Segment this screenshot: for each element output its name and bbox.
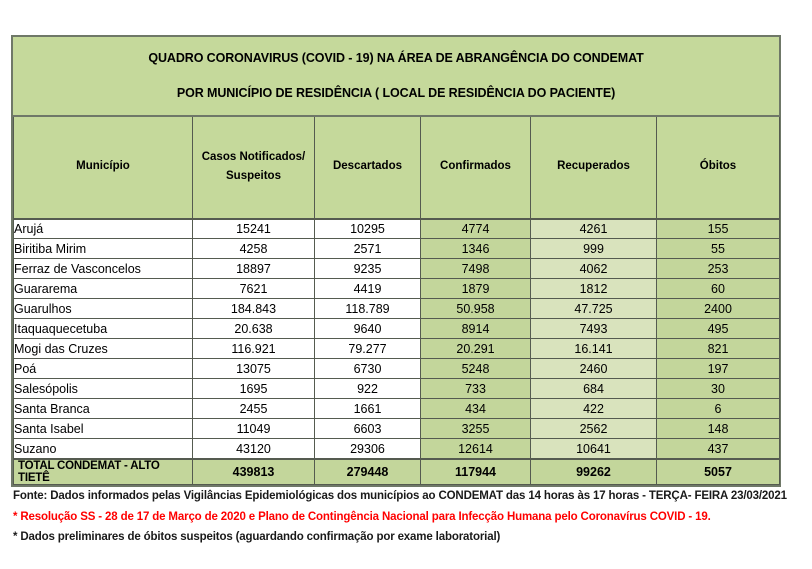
total-notificados: 439813 — [193, 459, 315, 485]
report-title-line-1: QUADRO CORONAVIRUS (COVID - 19) NA ÁREA DE ABRANGÊNCIA DO CONDEMAT — [148, 51, 644, 65]
total-row — [14, 459, 780, 485]
cell-descartados: 9235 — [315, 259, 421, 279]
cell-descartados: 6730 — [315, 359, 421, 379]
covid-data-table — [13, 117, 780, 485]
cell-confirmados: 12614 — [421, 439, 531, 459]
cell-confirmados: 50.958 — [421, 299, 531, 319]
cell-municipio: Biritiba Mirim — [14, 239, 193, 259]
cell-obitos: 6 — [657, 399, 780, 419]
table-row — [14, 439, 780, 459]
cell-confirmados: 733 — [421, 379, 531, 399]
total-recuperados: 99262 — [531, 459, 657, 485]
report-table-frame — [11, 35, 781, 487]
cell-obitos: 197 — [657, 359, 780, 379]
total-label: TOTAL CONDEMAT - ALTO TIETÊ — [14, 459, 193, 485]
cell-descartados: 29306 — [315, 439, 421, 459]
cell-recuperados: 10641 — [531, 439, 657, 459]
cell-confirmados: 1346 — [421, 239, 531, 259]
cell-recuperados: 4261 — [531, 219, 657, 239]
cell-casos-notificados: 11049 — [193, 419, 315, 439]
table-row — [14, 319, 780, 339]
cell-descartados: 79.277 — [315, 339, 421, 359]
cell-municipio: Guararema — [14, 279, 193, 299]
cell-recuperados: 422 — [531, 399, 657, 419]
cell-confirmados: 4774 — [421, 219, 531, 239]
cell-obitos: 55 — [657, 239, 780, 259]
cell-obitos: 155 — [657, 219, 780, 239]
cell-municipio: Itaquaquecetuba — [14, 319, 193, 339]
cell-descartados: 10295 — [315, 219, 421, 239]
cell-municipio: Poá — [14, 359, 193, 379]
cell-casos-notificados: 2455 — [193, 399, 315, 419]
cell-recuperados: 47.725 — [531, 299, 657, 319]
table-row — [14, 239, 780, 259]
total-confirmados: 117944 — [421, 459, 531, 485]
footnote-source: Fonte: Dados informados pelas Vigilâncias Epidemiológicas dos municípios ao CONDEMAT das 14 horas às 17 horas - TERÇA- FEIRA 23/03/2021 — [13, 490, 787, 502]
report-title-band — [13, 37, 779, 117]
cell-recuperados: 684 — [531, 379, 657, 399]
cell-recuperados: 4062 — [531, 259, 657, 279]
table-row — [14, 399, 780, 419]
cell-obitos: 60 — [657, 279, 780, 299]
cell-descartados: 2571 — [315, 239, 421, 259]
cell-municipio: Ferraz de Vasconcelos — [14, 259, 193, 279]
cell-confirmados: 1879 — [421, 279, 531, 299]
cell-municipio: Santa Branca — [14, 399, 193, 419]
cell-obitos: 30 — [657, 379, 780, 399]
cell-recuperados: 16.141 — [531, 339, 657, 359]
cell-recuperados: 2562 — [531, 419, 657, 439]
cell-descartados: 6603 — [315, 419, 421, 439]
column-header-municipio: Município — [14, 117, 193, 219]
table-row — [14, 379, 780, 399]
cell-confirmados: 7498 — [421, 259, 531, 279]
cell-confirmados: 434 — [421, 399, 531, 419]
cell-casos-notificados: 18897 — [193, 259, 315, 279]
cell-casos-notificados: 4258 — [193, 239, 315, 259]
cell-casos-notificados: 7621 — [193, 279, 315, 299]
cell-municipio: Mogi das Cruzes — [14, 339, 193, 359]
table-body — [14, 219, 780, 459]
table-row — [14, 419, 780, 439]
cell-descartados: 1661 — [315, 399, 421, 419]
column-header-casos-notificados-line1: Casos Notificados/ — [201, 150, 306, 163]
cell-obitos: 495 — [657, 319, 780, 339]
cell-casos-notificados: 116.921 — [193, 339, 315, 359]
cell-recuperados: 7493 — [531, 319, 657, 339]
total-obitos: 5057 — [657, 459, 780, 485]
cell-municipio: Salesópolis — [14, 379, 193, 399]
cell-municipio: Arujá — [14, 219, 193, 239]
column-header-casos-notificados — [193, 117, 315, 219]
table-row — [14, 359, 780, 379]
cell-descartados: 9640 — [315, 319, 421, 339]
cell-confirmados: 20.291 — [421, 339, 531, 359]
cell-casos-notificados: 13075 — [193, 359, 315, 379]
total-descartados: 279448 — [315, 459, 421, 485]
cell-recuperados: 999 — [531, 239, 657, 259]
cell-casos-notificados: 184.843 — [193, 299, 315, 319]
table-row — [14, 259, 780, 279]
cell-descartados: 922 — [315, 379, 421, 399]
cell-obitos: 437 — [657, 439, 780, 459]
column-header-recuperados: Recuperados — [531, 117, 657, 219]
footnote-resolution: * Resolução SS - 28 de 17 de Março de 2020 e Plano de Contingência Nacional para Infecção Humana pelo Coronavírus COVID - 19. — [13, 510, 711, 523]
column-header-descartados: Descartados — [315, 117, 421, 219]
cell-obitos: 148 — [657, 419, 780, 439]
table-row — [14, 219, 780, 239]
table-row — [14, 339, 780, 359]
cell-confirmados: 3255 — [421, 419, 531, 439]
column-header-confirmados: Confirmados — [421, 117, 531, 219]
cell-descartados: 118.789 — [315, 299, 421, 319]
cell-obitos: 821 — [657, 339, 780, 359]
table-row — [14, 279, 780, 299]
cell-confirmados: 8914 — [421, 319, 531, 339]
report-title-line-2: POR MUNICÍPIO DE RESIDÊNCIA ( LOCAL DE RESIDÊNCIA DO PACIENTE) — [176, 86, 616, 101]
footnotes — [13, 491, 803, 553]
cell-descartados: 4419 — [315, 279, 421, 299]
cell-casos-notificados: 20.638 — [193, 319, 315, 339]
cell-obitos: 2400 — [657, 299, 780, 319]
cell-municipio: Santa Isabel — [14, 419, 193, 439]
cell-casos-notificados: 15241 — [193, 219, 315, 239]
cell-municipio: Guarulhos — [14, 299, 193, 319]
cell-casos-notificados: 1695 — [193, 379, 315, 399]
cell-municipio: Suzano — [14, 439, 193, 459]
cell-recuperados: 2460 — [531, 359, 657, 379]
cell-confirmados: 5248 — [421, 359, 531, 379]
table-header-row — [14, 117, 780, 219]
cell-recuperados: 1812 — [531, 279, 657, 299]
table-header — [14, 117, 780, 219]
column-header-obitos: Óbitos — [657, 117, 780, 219]
table-row — [14, 299, 780, 319]
footnote-preliminary: * Dados preliminares de óbitos suspeitos (aguardando confirmação por exame laboratorial) — [13, 531, 501, 543]
table-footer — [14, 459, 780, 485]
cell-obitos: 253 — [657, 259, 780, 279]
cell-casos-notificados: 43120 — [193, 439, 315, 459]
column-header-casos-notificados-line2: Suspeitos — [226, 170, 281, 183]
